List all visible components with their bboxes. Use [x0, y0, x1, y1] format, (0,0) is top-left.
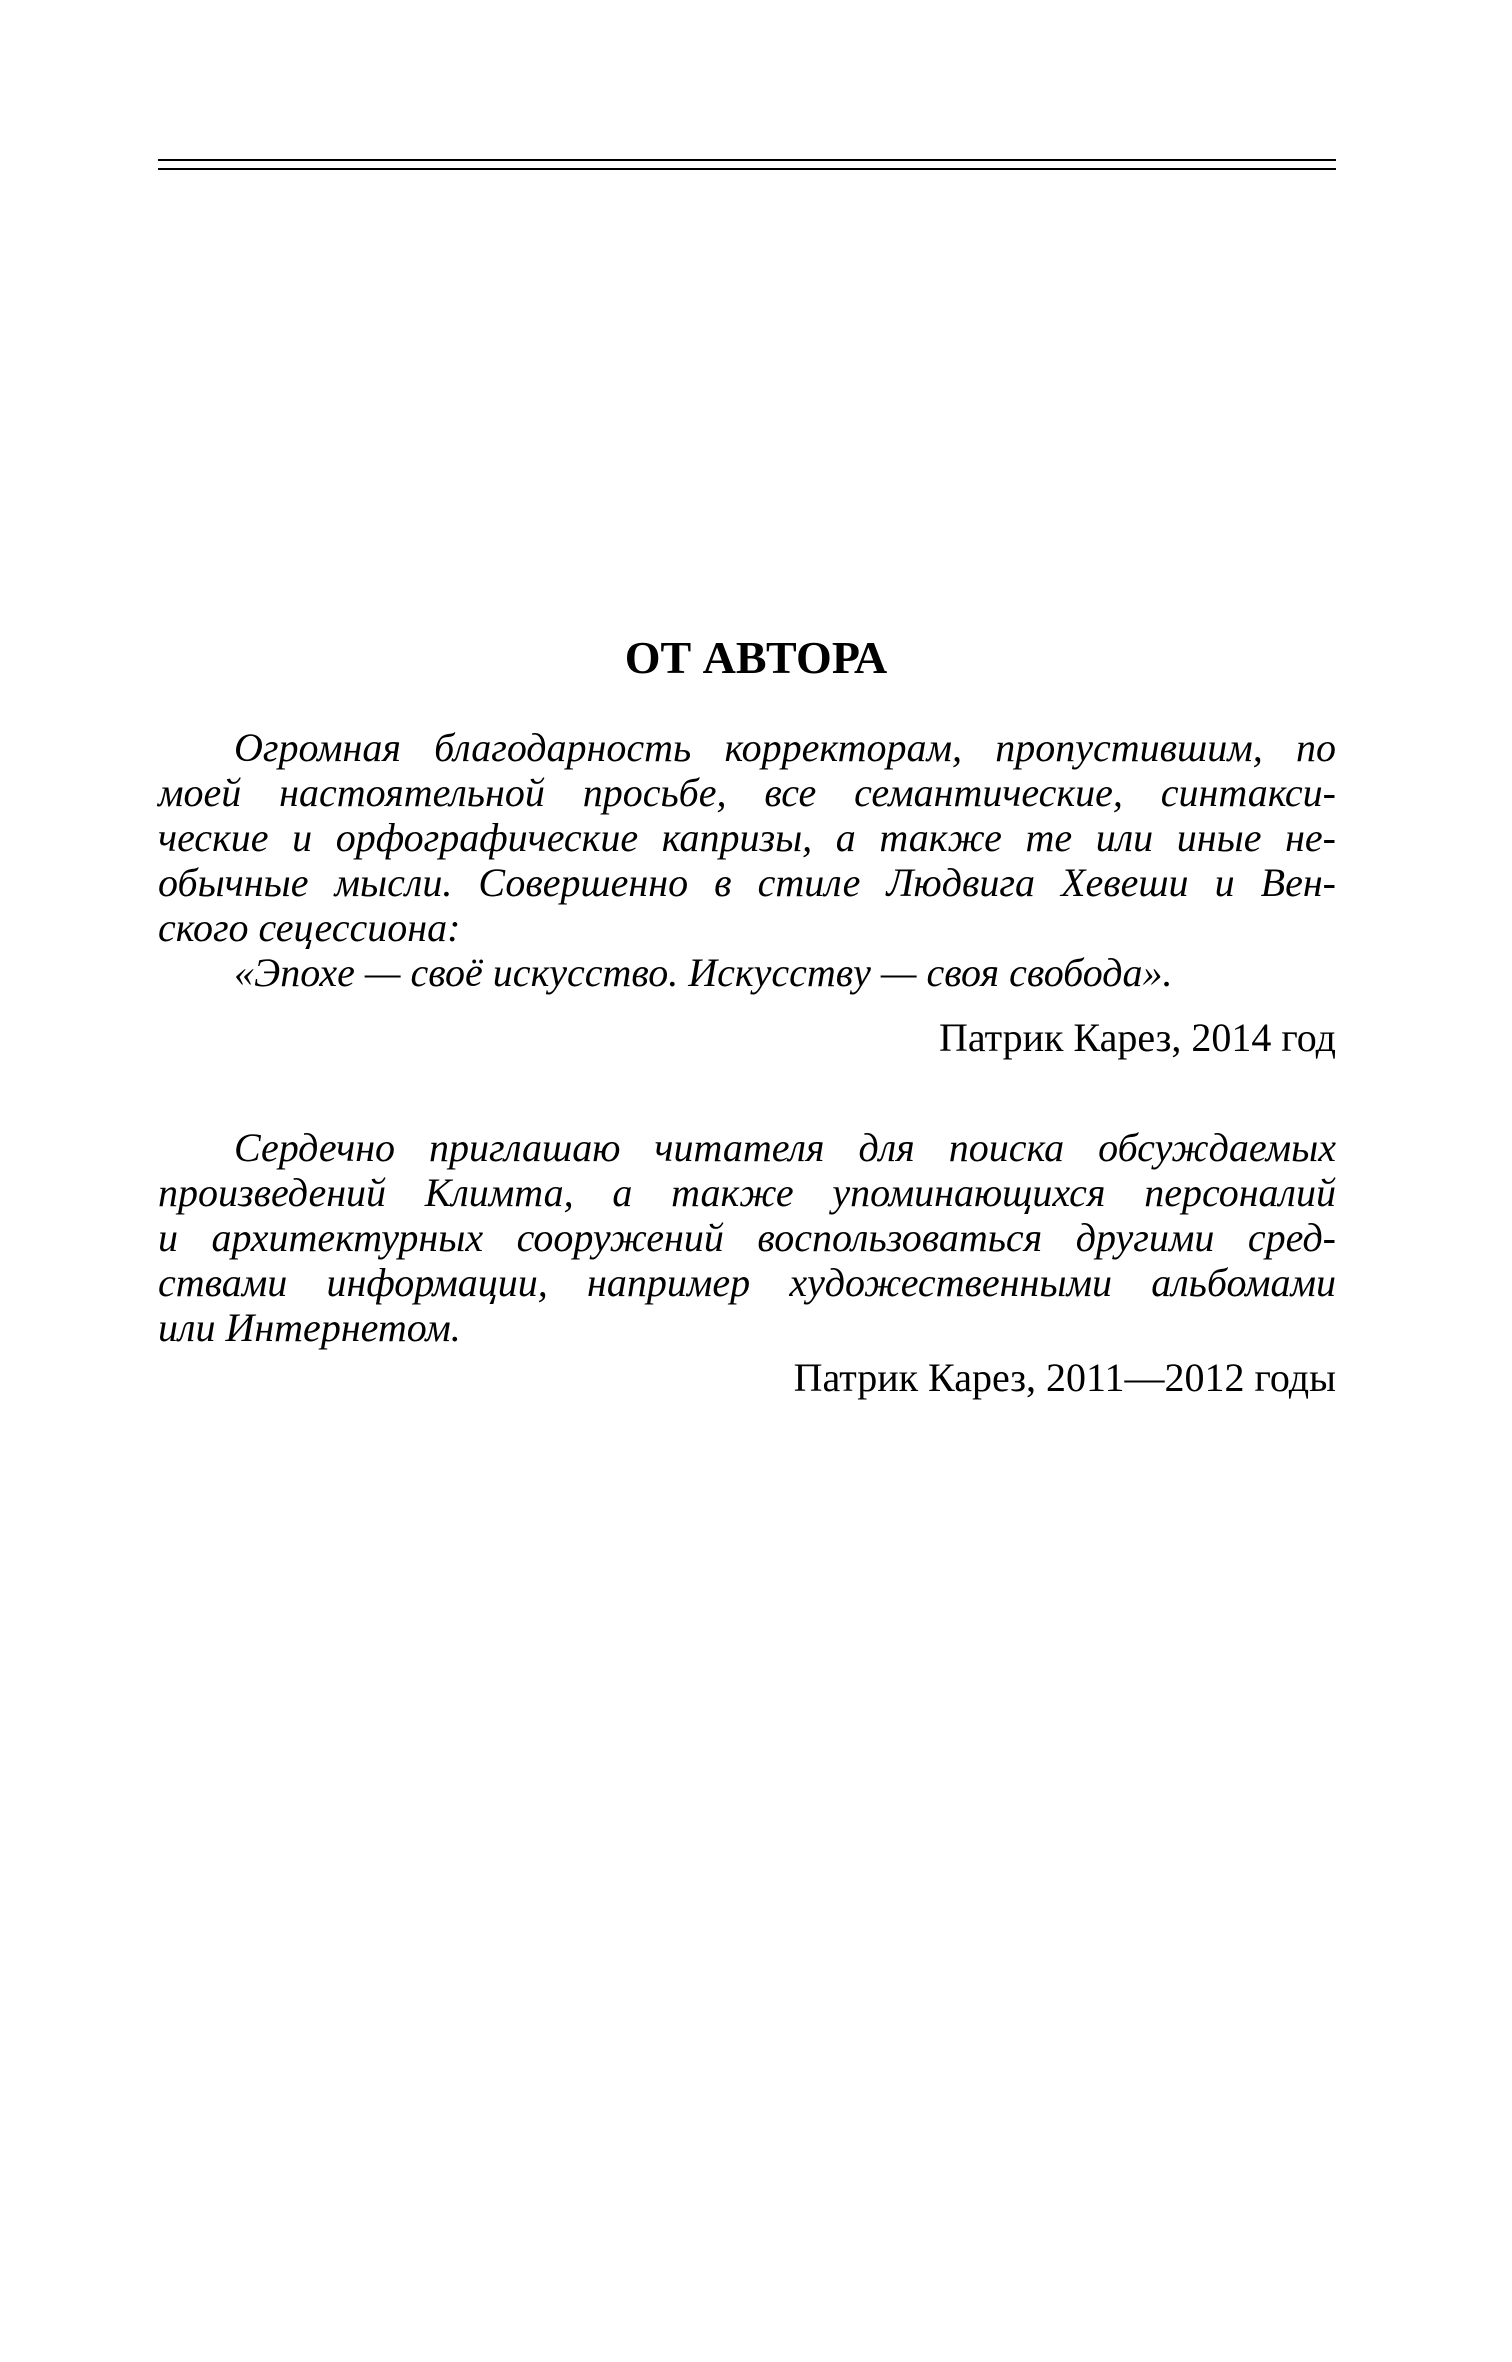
paragraph-line: ствами информации, например художественными альбомами: [158, 1260, 1336, 1305]
header-rule-bottom: [158, 168, 1336, 170]
paragraph-line: ческие и орфографические капризы, а также те или иные не-: [158, 815, 1336, 860]
header-rule-top: [158, 159, 1336, 161]
acknowledgement-paragraph: [158, 725, 1336, 995]
paragraph-line: произведений Климта, а также упоминающихся персоналий: [158, 1170, 1336, 1215]
paragraph-line: Огромная благодарность корректорам, пропустившим, по: [234, 725, 1336, 770]
paragraph-line: и архитектурных сооружений воспользоваться другими сред-: [158, 1215, 1336, 1260]
paragraph-line: ского сецессиона:: [158, 905, 461, 950]
paragraph-line: или Интернетом.: [158, 1305, 461, 1350]
page-title: ОТ АВТОРА: [624, 632, 888, 683]
quote-line: «Эпохе — своё искусство. Искусству — своя свобода».: [234, 950, 1173, 995]
paragraph-line: обычные мысли. Совершенно в стиле Людвига Хевеши и Вен-: [158, 860, 1336, 905]
paragraph-line: моей настоятельной просьбе, все семантические, синтакси-: [158, 770, 1336, 815]
author-signature: Патрик Карез, 2011—2012 годы: [793, 1355, 1336, 1400]
author-signature: Патрик Карез, 2014 год: [939, 1015, 1336, 1060]
invitation-paragraph: [158, 1125, 1336, 1350]
paragraph-line: Сердечно приглашаю читателя для поиска обсуждаемых: [234, 1125, 1336, 1170]
